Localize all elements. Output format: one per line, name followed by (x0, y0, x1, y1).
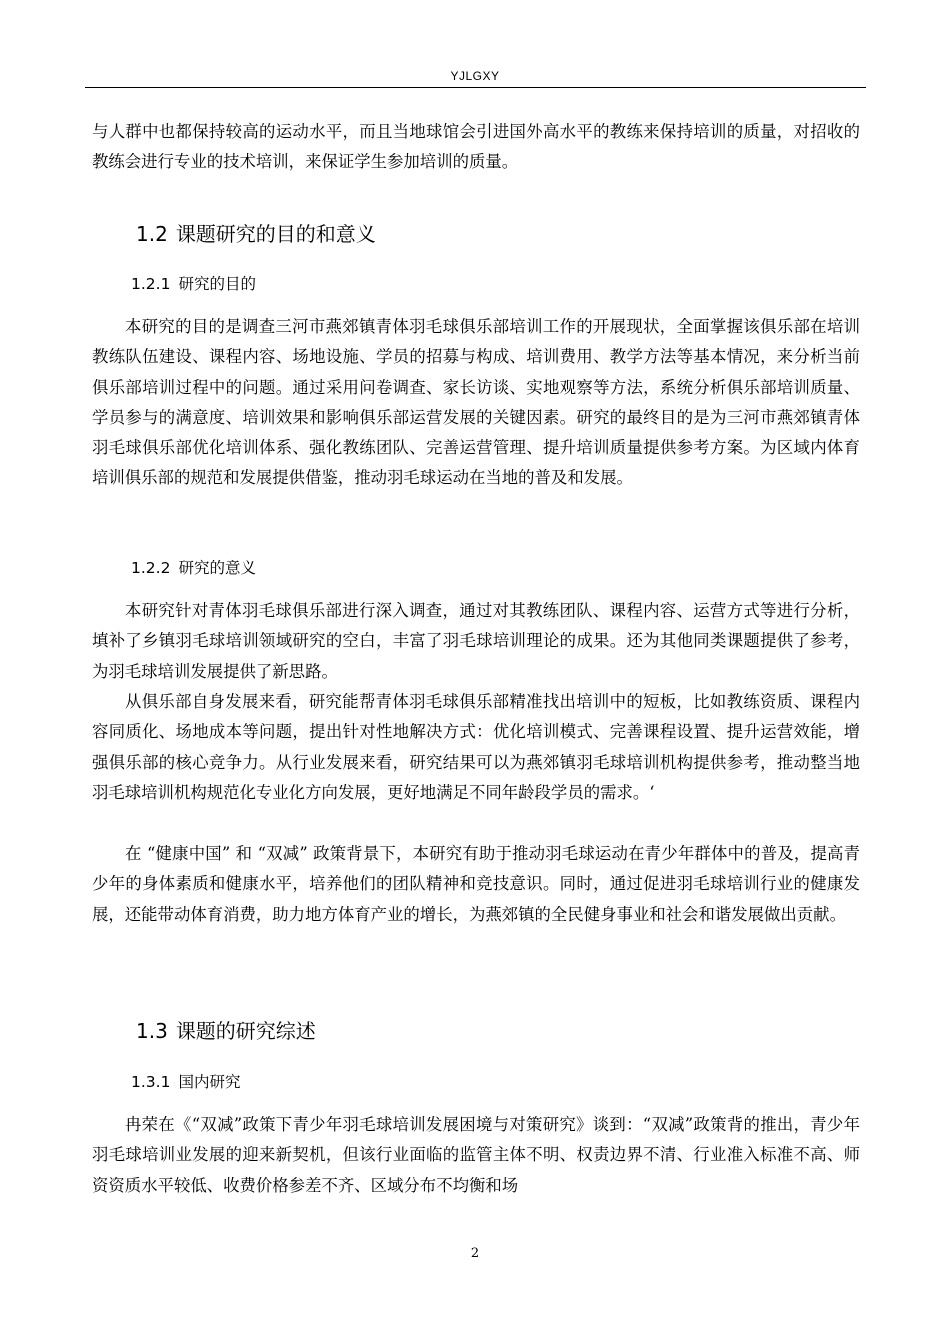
section-heading-1-3 (136, 1018, 316, 1044)
paragraph-significance-1: 本研究针对青体羽毛球俱乐部进行深入调查，通过对其教练团队、课程内容、运营方式等进行分析，填补了乡镇羽毛球培训领域研究的空白，丰富了羽毛球培训理论的成果。还为其他同类课题提供了参考，为羽毛球培训发展提供了新思路。 (92, 601, 860, 681)
paragraph-significance-2: 从俱乐部自身发展来看，研究能帮青体羽毛球俱乐部精准找出培训中的短板，比如教练资质、课程内容同质化、场地成本等问题，提出针对性地解决方式：优化培训模式、完善课程设置、提升运营效能，增强俱乐部的核心竞争力。从行业发展来看，研究结果可以为燕郊镇羽毛球培训机构提供参考，推动整当地羽毛球培训机构规范化专业化方向发展，更好地满足不同年龄段学员的需求。‘ (92, 692, 860, 802)
subsection-title: 研究的意义 (178, 559, 256, 577)
section-title: 课题的研究综述 (175, 1019, 316, 1043)
subsection-number: 1.3.1 (131, 1073, 171, 1091)
section-title: 课题研究的目的和意义 (175, 222, 376, 246)
running-header: YJLGXY (450, 69, 500, 83)
subsection-number: 1.2.2 (131, 559, 171, 577)
subsection-heading-1-2-1 (131, 273, 256, 295)
subsection-heading-1-3-1 (131, 1071, 240, 1093)
section-heading-1-2 (136, 221, 376, 247)
page-number: 2 (470, 1246, 480, 1261)
section-number: 1.3 (136, 1019, 168, 1043)
paragraph-intro: 与人群中也都保持较高的运动水平，而且当地球馆会引进国外高水平的教练来保持培训的质量，对招收的教练会进行专业的技术培训，来保证学生参加培训的质量。 (92, 122, 860, 172)
section-number: 1.2 (136, 222, 168, 246)
subsection-heading-1-2-2 (131, 557, 256, 579)
subsection-title: 国内研究 (178, 1073, 241, 1091)
paragraph-significance-3: 在 “健康中国” 和 “双减” 政策背景下，本研究有助于推动羽毛球运动在青少年群体中的普及，提高青少年的身体素质和健康水平，培养他们的团队精神和竞技意识。同时，通过促进羽毛球培训行业的健康发展，还能带动体育消费，助力地方体育产业的增长，为燕郊镇的全民健身事业和社会和谐发展做出贡献。 (92, 844, 860, 924)
subsection-number: 1.2.1 (131, 275, 171, 293)
paragraph-domestic-research: 冉荣在《“双减”政策下青少年羽毛球培训发展困境与对策研究》谈到：“双减”政策背的推出，青少年羽毛球培训业发展的迎来新契机，但该行业面临的监管主体不明、权责边界不清、行业准入标准不高、师资资质水平较低、收费价格参差不齐、区域分布不均衡和场 (92, 1115, 860, 1195)
paragraph-research-purpose: 本研究的目的是调查三河市燕郊镇青体羽毛球俱乐部培训工作的开展现状，全面掌握该俱乐部在培训教练队伍建设、课程内容、场地设施、学员的招募与构成、培训费用、教学方法等基本情况，来分析当前俱乐部培训过程中的问题。通过采用问卷调查、家长访谈、实地观察等方法，系统分析俱乐部培训质量、学员参与的满意度、培训效果和影响俱乐部运营发展的关键因素。研究的最终目的是为三河市燕郊镇青体羽毛球俱乐部优化培训体系、强化教练团队、完善运营管理、提升培训质量提供参考方案。为区域内体育培训俱乐部的规范和发展提供借鉴，推动羽毛球运动在当地的普及和发展。 (92, 317, 860, 488)
subsection-title: 研究的目的 (178, 275, 256, 293)
header-divider (85, 87, 866, 88)
